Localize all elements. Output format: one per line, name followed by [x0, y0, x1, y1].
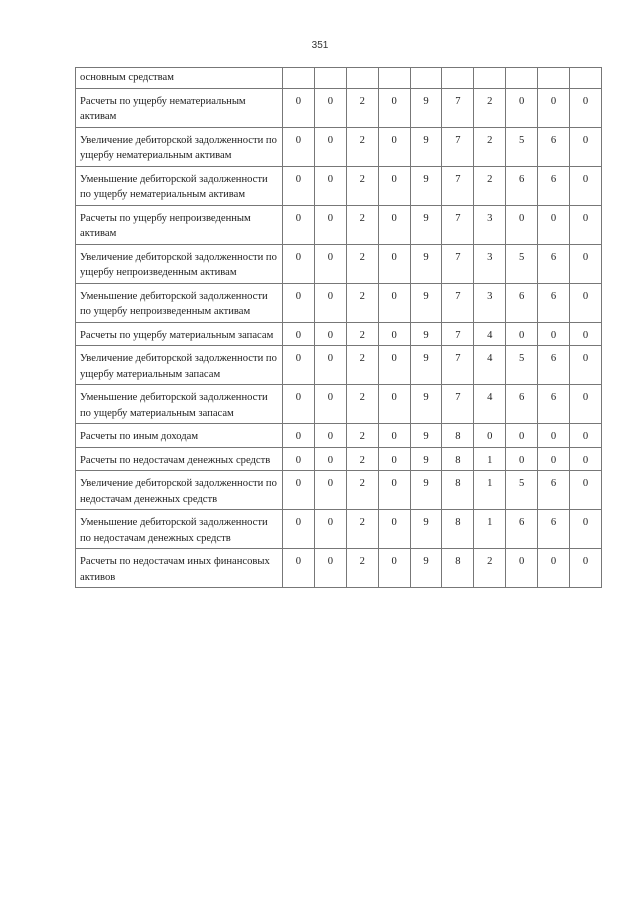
code-digit-cell: 9 [410, 346, 442, 385]
code-digit-cell: 2 [346, 385, 378, 424]
code-digit-cell: 0 [314, 510, 346, 549]
code-digit-cell: 2 [346, 205, 378, 244]
code-digit-cell [410, 68, 442, 89]
code-digit-cell: 7 [442, 283, 474, 322]
code-digit-cell: 0 [538, 447, 570, 471]
code-digit-cell: 0 [474, 424, 506, 448]
table-row [76, 385, 602, 424]
code-digit-cell: 6 [506, 510, 538, 549]
code-digit-cell: 0 [538, 424, 570, 448]
row-label: Расчеты по ущербу материальным запасам [76, 322, 283, 346]
accounts-table-body [76, 68, 602, 588]
code-digit-cell: 0 [538, 88, 570, 127]
code-digit-cell: 3 [474, 244, 506, 283]
code-digit-cell: 2 [346, 549, 378, 588]
code-digit-cell: 7 [442, 166, 474, 205]
code-digit-cell: 0 [283, 244, 315, 283]
table-row [76, 549, 602, 588]
code-digit-cell: 8 [442, 549, 474, 588]
code-digit-cell: 1 [474, 471, 506, 510]
code-digit-cell: 6 [538, 346, 570, 385]
table-row [76, 205, 602, 244]
code-digit-cell: 9 [410, 205, 442, 244]
code-digit-cell [538, 68, 570, 89]
row-label: Расчеты по недостачам иных финансовых активов [76, 549, 283, 588]
code-digit-cell: 9 [410, 244, 442, 283]
code-digit-cell: 0 [314, 322, 346, 346]
code-digit-cell: 2 [474, 88, 506, 127]
code-digit-cell: 0 [283, 385, 315, 424]
code-digit-cell: 0 [314, 424, 346, 448]
code-digit-cell: 0 [283, 322, 315, 346]
code-digit-cell: 6 [538, 166, 570, 205]
code-digit-cell: 0 [570, 244, 602, 283]
table-row [76, 322, 602, 346]
code-digit-cell: 2 [474, 127, 506, 166]
code-digit-cell: 7 [442, 88, 474, 127]
code-digit-cell: 0 [506, 322, 538, 346]
row-label: Увеличение дебиторской задолженности по ущербу непроизведенным активам [76, 244, 283, 283]
code-digit-cell: 5 [506, 127, 538, 166]
code-digit-cell [570, 68, 602, 89]
code-digit-cell [346, 68, 378, 89]
code-digit-cell: 9 [410, 88, 442, 127]
code-digit-cell: 0 [570, 424, 602, 448]
code-digit-cell: 5 [506, 471, 538, 510]
code-digit-cell: 0 [378, 346, 410, 385]
code-digit-cell: 4 [474, 346, 506, 385]
code-digit-cell: 2 [346, 166, 378, 205]
code-digit-cell: 6 [538, 127, 570, 166]
table-row [76, 166, 602, 205]
code-digit-cell: 0 [378, 205, 410, 244]
table-row [76, 244, 602, 283]
code-digit-cell: 0 [538, 549, 570, 588]
row-label: Расчеты по ущербу нематериальным активам [76, 88, 283, 127]
code-digit-cell: 0 [538, 322, 570, 346]
row-label: Уменьшение дебиторской задолженности по недостачам денежных средств [76, 510, 283, 549]
code-digit-cell: 0 [283, 447, 315, 471]
code-digit-cell: 6 [506, 166, 538, 205]
code-digit-cell: 7 [442, 205, 474, 244]
code-digit-cell: 9 [410, 283, 442, 322]
code-digit-cell: 0 [378, 244, 410, 283]
code-digit-cell: 0 [283, 205, 315, 244]
code-digit-cell: 0 [570, 471, 602, 510]
table-row [76, 68, 602, 89]
code-digit-cell: 0 [314, 205, 346, 244]
table-row [76, 510, 602, 549]
code-digit-cell: 0 [570, 510, 602, 549]
code-digit-cell: 0 [378, 322, 410, 346]
code-digit-cell: 0 [314, 88, 346, 127]
code-digit-cell: 0 [570, 283, 602, 322]
code-digit-cell: 0 [314, 166, 346, 205]
table-row [76, 346, 602, 385]
code-digit-cell: 9 [410, 322, 442, 346]
page-number: 351 [311, 40, 329, 51]
code-digit-cell: 0 [538, 205, 570, 244]
code-digit-cell: 7 [442, 385, 474, 424]
row-label: Расчеты по недостачам денежных средств [76, 447, 283, 471]
code-digit-cell: 6 [506, 283, 538, 322]
code-digit-cell: 9 [410, 510, 442, 549]
code-digit-cell: 0 [378, 166, 410, 205]
code-digit-cell: 0 [314, 471, 346, 510]
code-digit-cell: 0 [314, 346, 346, 385]
code-digit-cell: 0 [378, 88, 410, 127]
table-row [76, 447, 602, 471]
row-label: Увеличение дебиторской задолженности по недостачам денежных средств [76, 471, 283, 510]
row-label: Увеличение дебиторской задолженности по ущербу материальным запасам [76, 346, 283, 385]
code-digit-cell: 9 [410, 549, 442, 588]
table-row [76, 424, 602, 448]
code-digit-cell: 4 [474, 322, 506, 346]
code-digit-cell: 0 [378, 283, 410, 322]
code-digit-cell: 0 [314, 447, 346, 471]
code-digit-cell: 0 [314, 127, 346, 166]
code-digit-cell: 0 [378, 549, 410, 588]
code-digit-cell: 0 [314, 283, 346, 322]
code-digit-cell: 0 [570, 447, 602, 471]
code-digit-cell: 0 [283, 424, 315, 448]
code-digit-cell: 9 [410, 166, 442, 205]
code-digit-cell: 9 [410, 385, 442, 424]
code-digit-cell: 0 [570, 385, 602, 424]
code-digit-cell: 2 [346, 447, 378, 471]
code-digit-cell: 0 [283, 283, 315, 322]
code-digit-cell: 0 [378, 127, 410, 166]
code-digit-cell: 6 [538, 385, 570, 424]
code-digit-cell: 0 [570, 322, 602, 346]
code-digit-cell: 8 [442, 447, 474, 471]
code-digit-cell: 0 [378, 424, 410, 448]
code-digit-cell: 0 [570, 127, 602, 166]
code-digit-cell: 3 [474, 283, 506, 322]
code-digit-cell: 6 [538, 510, 570, 549]
code-digit-cell: 9 [410, 471, 442, 510]
code-digit-cell: 0 [283, 88, 315, 127]
code-digit-cell: 2 [474, 549, 506, 588]
code-digit-cell: 8 [442, 471, 474, 510]
code-digit-cell: 2 [346, 510, 378, 549]
code-digit-cell: 0 [570, 549, 602, 588]
code-digit-cell: 7 [442, 346, 474, 385]
code-digit-cell: 6 [538, 283, 570, 322]
code-digit-cell: 0 [506, 205, 538, 244]
table-row [76, 471, 602, 510]
code-digit-cell: 2 [346, 244, 378, 283]
code-digit-cell: 7 [442, 127, 474, 166]
code-digit-cell [474, 68, 506, 89]
code-digit-cell: 0 [378, 447, 410, 471]
code-digit-cell: 2 [346, 127, 378, 166]
code-digit-cell: 9 [410, 447, 442, 471]
code-digit-cell: 6 [538, 471, 570, 510]
code-digit-cell: 0 [283, 549, 315, 588]
code-digit-cell: 0 [570, 205, 602, 244]
code-digit-cell: 2 [474, 166, 506, 205]
code-digit-cell: 0 [314, 549, 346, 588]
code-digit-cell: 0 [506, 88, 538, 127]
code-digit-cell: 0 [283, 510, 315, 549]
code-digit-cell: 0 [506, 424, 538, 448]
code-digit-cell: 2 [346, 283, 378, 322]
code-digit-cell [314, 68, 346, 89]
code-digit-cell: 0 [378, 510, 410, 549]
code-digit-cell: 2 [346, 322, 378, 346]
code-digit-cell: 6 [506, 385, 538, 424]
code-digit-cell: 0 [283, 127, 315, 166]
code-digit-cell: 0 [378, 385, 410, 424]
code-digit-cell: 2 [346, 471, 378, 510]
code-digit-cell: 2 [346, 424, 378, 448]
code-digit-cell: 1 [474, 510, 506, 549]
code-digit-cell: 9 [410, 424, 442, 448]
row-label: Увеличение дебиторской задолженности по ущербу нематериальным активам [76, 127, 283, 166]
row-label: Расчеты по иным доходам [76, 424, 283, 448]
code-digit-cell: 0 [314, 244, 346, 283]
code-digit-cell: 5 [506, 244, 538, 283]
code-digit-cell [506, 68, 538, 89]
code-digit-cell [378, 68, 410, 89]
code-digit-cell: 4 [474, 385, 506, 424]
table-row [76, 88, 602, 127]
code-digit-cell: 5 [506, 346, 538, 385]
code-digit-cell: 3 [474, 205, 506, 244]
code-digit-cell [283, 68, 315, 89]
code-digit-cell: 2 [346, 346, 378, 385]
code-digit-cell: 0 [283, 346, 315, 385]
code-digit-cell: 0 [378, 471, 410, 510]
table-row [76, 283, 602, 322]
code-digit-cell: 7 [442, 244, 474, 283]
code-digit-cell: 1 [474, 447, 506, 471]
code-digit-cell: 8 [442, 424, 474, 448]
code-digit-cell: 7 [442, 322, 474, 346]
code-digit-cell: 0 [283, 471, 315, 510]
row-label: Уменьшение дебиторской задолженности по ущербу непроизведенным активам [76, 283, 283, 322]
code-digit-cell: 2 [346, 88, 378, 127]
code-digit-cell: 9 [410, 127, 442, 166]
code-digit-cell: 8 [442, 510, 474, 549]
code-digit-cell: 0 [283, 166, 315, 205]
accounts-table [75, 67, 602, 588]
row-label: Уменьшение дебиторской задолженности по ущербу нематериальным активам [76, 166, 283, 205]
code-digit-cell: 0 [314, 385, 346, 424]
code-digit-cell: 6 [538, 244, 570, 283]
code-digit-cell: 0 [570, 88, 602, 127]
code-digit-cell: 0 [570, 166, 602, 205]
row-label: основным средствам [76, 68, 283, 89]
code-digit-cell: 0 [506, 549, 538, 588]
row-label: Расчеты по ущербу непроизведенным активам [76, 205, 283, 244]
table-row [76, 127, 602, 166]
code-digit-cell: 0 [570, 346, 602, 385]
row-label: Уменьшение дебиторской задолженности по ущербу материальным запасам [76, 385, 283, 424]
code-digit-cell: 0 [506, 447, 538, 471]
code-digit-cell [442, 68, 474, 89]
